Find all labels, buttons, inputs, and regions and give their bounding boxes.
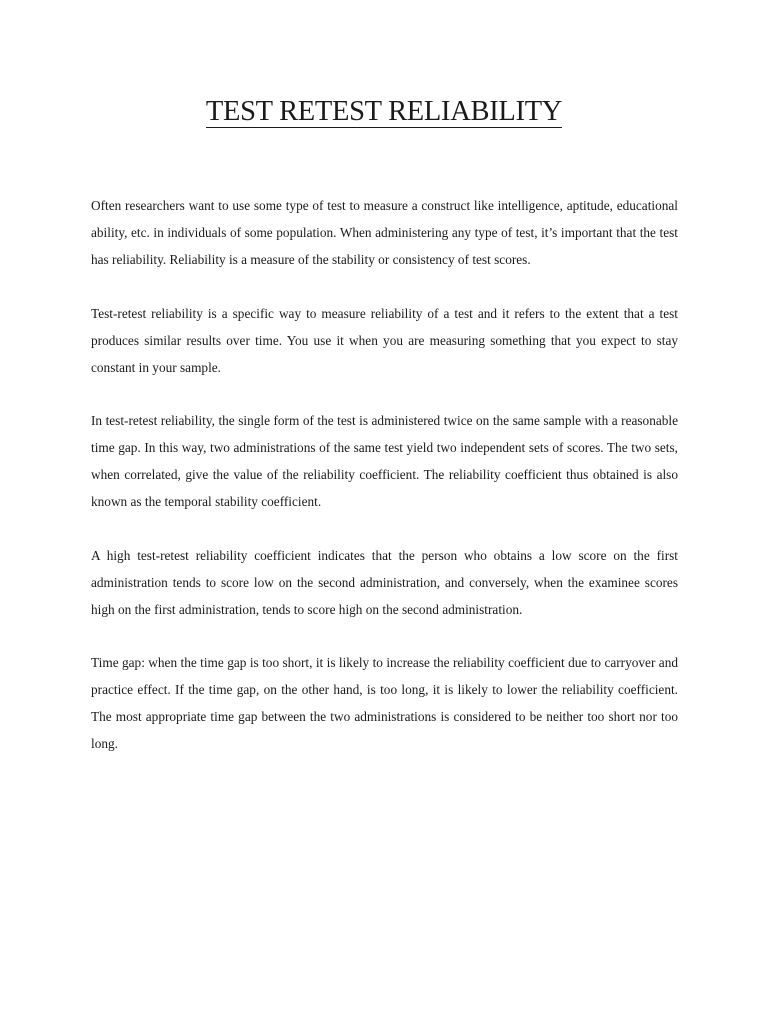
paragraph-method: In test-retest reliability, the single form of the test is administered twice on the same sample with a reasonable time gap. In this way, two administrations of the same test yield two independent sets of scores. The two sets, when correlated, give the value of the reliability coefficient. The reliability coefficient thus obtained is also known as the temporal stability coefficient.	[91, 413, 678, 509]
paragraph-definition: Test-retest reliability is a specific way to measure reliability of a test and it refers to the extent that a test produces similar results over time. You use it when you are measuring something that you expect to stay constant in your sample.	[91, 305, 678, 375]
document-title	[0, 92, 768, 132]
paragraph-intro: Often researchers want to use some type of test to measure a construct like intelligence, aptitude, educational ability, etc. in individuals of some population. When administering any type of test, it’s important that the test has reliability. Reliability is a measure of the stability or consistency of test scores.	[91, 198, 678, 267]
paragraph-high-coefficient: A high test-retest reliability coefficient indicates that the person who obtains a low score on the first administration tends to score low on the second administration, and conversely, when the examinee scores high on the first administration, tends to score high on the second administration.	[91, 547, 678, 617]
document-body	[91, 192, 678, 784]
document-title-text: TEST RETEST RELIABILITY	[205, 96, 563, 127]
paragraph-time-gap: Time gap: when the time gap is too short, it is likely to increase the reliability coefficient due to carryover and practice effect. If the time gap, on the other hand, is too long, it is likely to lower the reliability coefficient. The most appropriate time gap between the two administrations is considered to be neither too short nor too long.	[91, 655, 678, 751]
